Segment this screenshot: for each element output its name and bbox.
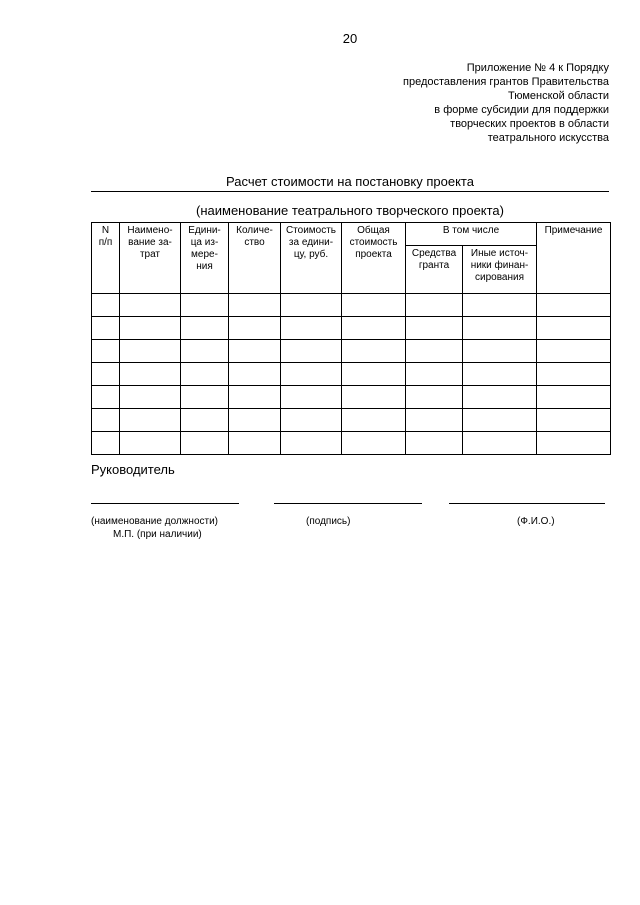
table-cell (92, 294, 120, 317)
table-row (92, 432, 611, 455)
table-row (92, 317, 611, 340)
table-cell (229, 363, 281, 386)
table-cell (463, 294, 537, 317)
table-cell (181, 340, 229, 363)
table-cell (229, 340, 281, 363)
table-cell (537, 340, 611, 363)
appendix-line: Тюменской области (507, 90, 609, 102)
table-cell (342, 409, 406, 432)
table-cell (406, 386, 463, 409)
table-cell (181, 317, 229, 340)
title-underline (91, 191, 609, 192)
table-cell (181, 294, 229, 317)
table-cell (537, 386, 611, 409)
document-title: Расчет стоимости на постановку проекта (226, 174, 474, 189)
table-cell (229, 409, 281, 432)
signature-line (274, 503, 422, 504)
appendix-line: Приложение № 4 к Порядку (466, 62, 609, 74)
table-cell (229, 432, 281, 455)
table-row (92, 294, 611, 317)
table-cell (120, 363, 181, 386)
table-cell (537, 409, 611, 432)
position-signature-line (91, 503, 239, 504)
table-cell (120, 317, 181, 340)
table-cell (406, 409, 463, 432)
table-cell (120, 340, 181, 363)
table-cell (281, 432, 342, 455)
header-quantity: Количе- ство (229, 223, 281, 294)
table-cell (120, 386, 181, 409)
header-total-cost: Общая стоимость проекта (342, 223, 406, 294)
appendix-line: предоставления грантов Правительства (403, 76, 609, 88)
table-cell (281, 317, 342, 340)
full-name-signature-line (449, 503, 605, 504)
stamp-caption: М.П. (при наличии) (113, 529, 202, 540)
table-cell (342, 317, 406, 340)
cost-table (91, 222, 611, 455)
table-row (92, 340, 611, 363)
table-cell (181, 409, 229, 432)
table-cell (537, 294, 611, 317)
project-name-caption: (наименование театрального творческого проекта) (196, 203, 504, 218)
table-cell (406, 294, 463, 317)
table-cell (342, 432, 406, 455)
table-cell (181, 386, 229, 409)
table-cell (120, 409, 181, 432)
table-cell (92, 409, 120, 432)
table-cell (463, 386, 537, 409)
header-including: В том числе (406, 223, 537, 246)
appendix-line: театрального искусства (487, 132, 609, 144)
appendix-reference (309, 61, 609, 145)
appendix-line: в форме субсидии для поддержки (434, 104, 609, 116)
table-cell (537, 363, 611, 386)
table-cell (229, 386, 281, 409)
table-cell (281, 340, 342, 363)
table-cell (181, 432, 229, 455)
table-cell (342, 294, 406, 317)
table-cell (229, 294, 281, 317)
header-unit-cost: Стоимость за едини- цу, руб. (281, 223, 342, 294)
table-row (92, 363, 611, 386)
full-name-caption: (Ф.И.О.) (517, 516, 555, 527)
page-number: 20 (342, 31, 358, 46)
table-row (92, 386, 611, 409)
table-cell (537, 432, 611, 455)
head-label: Руководитель (91, 462, 175, 477)
table-cell (92, 340, 120, 363)
header-unit: Едини- ца из- мере- ния (181, 223, 229, 294)
table-cell (342, 363, 406, 386)
table-cell (537, 317, 611, 340)
table-cell (92, 386, 120, 409)
table-cell (229, 317, 281, 340)
table-cell (281, 386, 342, 409)
table-cell (406, 432, 463, 455)
header-number: N п/п (92, 223, 120, 294)
table-cell (92, 363, 120, 386)
table-cell (92, 317, 120, 340)
header-other-sources: Иные источ- ники финан- сирования (463, 246, 537, 294)
table-cell (281, 294, 342, 317)
table-cell (463, 409, 537, 432)
header-expense-name: Наимено- вание за- трат (120, 223, 181, 294)
table-cell (463, 340, 537, 363)
table-cell (463, 432, 537, 455)
table-cell (281, 363, 342, 386)
table-cell (92, 432, 120, 455)
table-cell (342, 386, 406, 409)
table-cell (463, 317, 537, 340)
table-cell (181, 363, 229, 386)
table-row (92, 409, 611, 432)
header-note: Примечание (537, 223, 611, 294)
table-cell (120, 432, 181, 455)
position-caption: (наименование должности) (91, 516, 219, 527)
table-cell (281, 409, 342, 432)
table-cell (120, 294, 181, 317)
table-cell (463, 363, 537, 386)
table-cell (406, 363, 463, 386)
table-cell (406, 340, 463, 363)
signature-caption: (подпись) (306, 516, 351, 527)
table-cell (342, 340, 406, 363)
table-cell (406, 317, 463, 340)
header-grant-funds: Средства гранта (406, 246, 463, 294)
appendix-line: творческих проектов в области (450, 118, 609, 130)
